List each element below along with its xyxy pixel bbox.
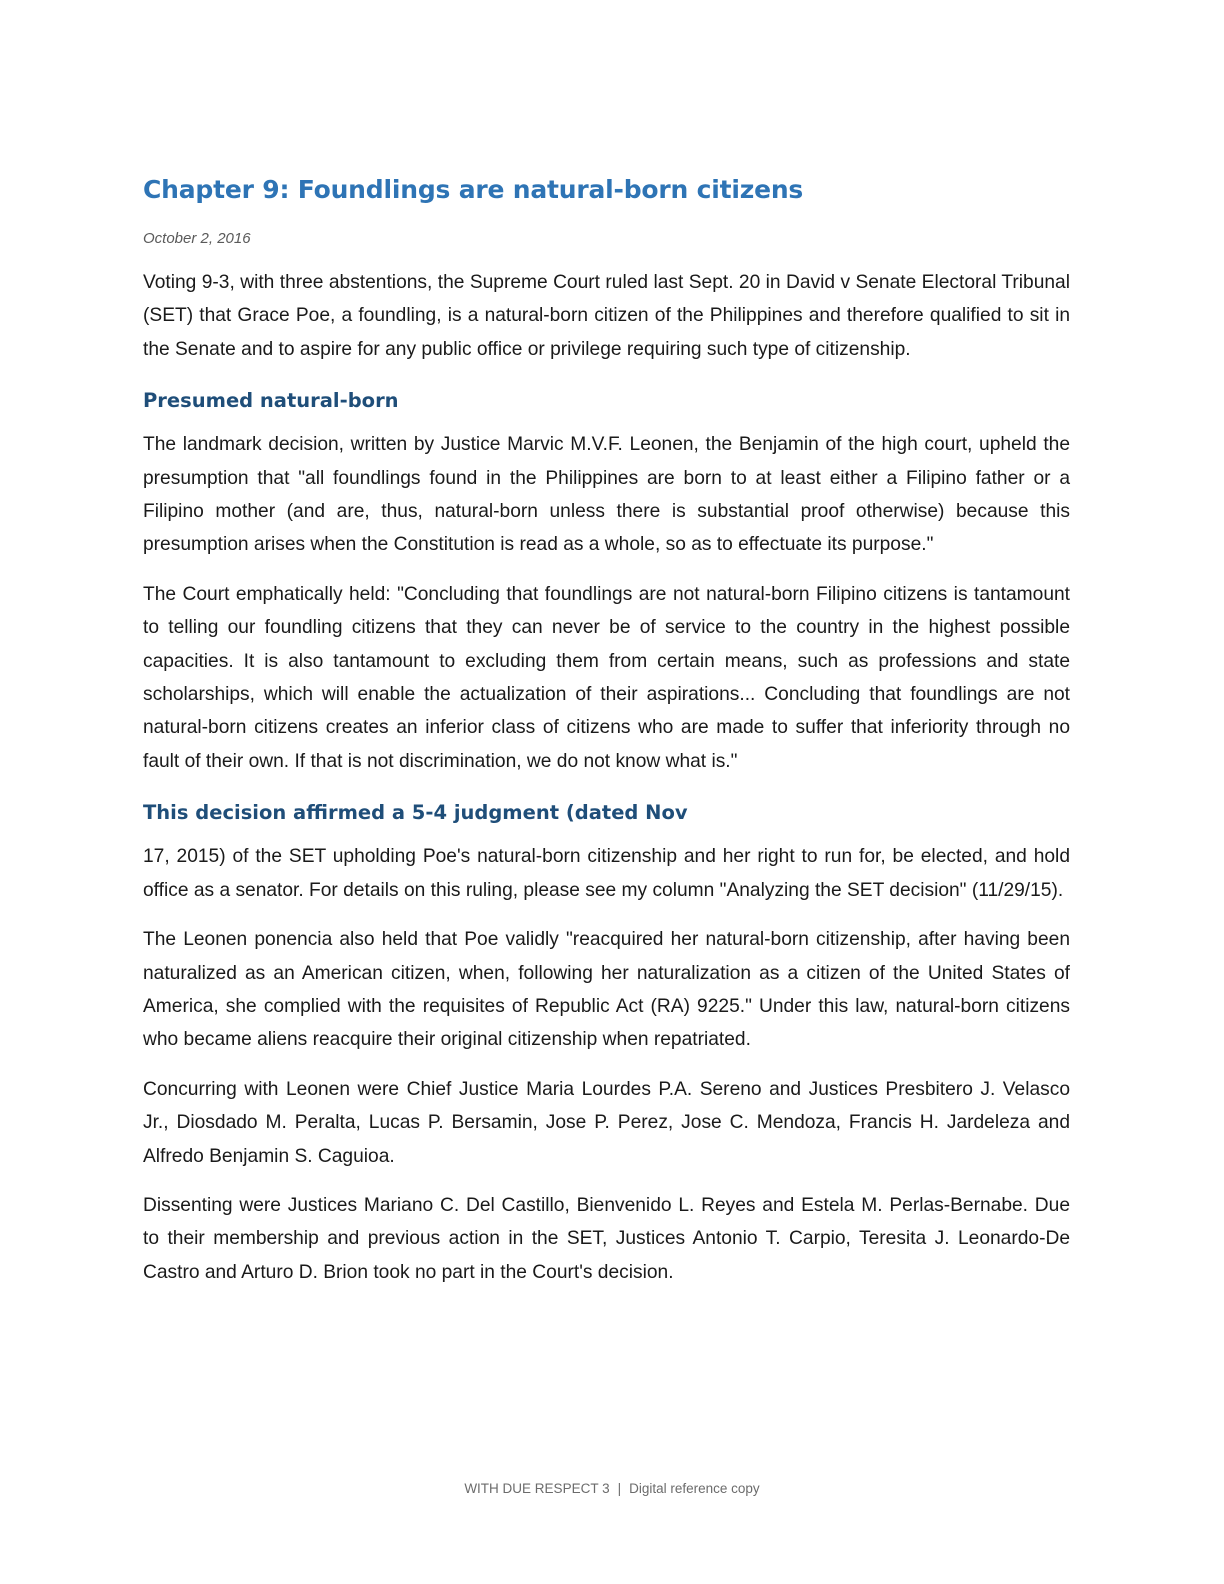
footer-book-title: WITH DUE RESPECT 3 — [464, 1481, 610, 1496]
paragraph-7: Dissenting were Justices Mariano C. Del Castillo, Bienvenido L. Reyes and Estela M. Perlas-Bernabe. Due to their membership and previous action in the SET, Justices Antonio T. Carpio, Teresita J. Leonardo-De Castro and Arturo D. Brion took no part in the Court's decision. — [143, 1194, 1070, 1283]
footer-copy-label: Digital reference copy — [629, 1481, 760, 1496]
paragraph-3: The Court emphatically held: "Concluding that foundlings are not natural-born Filipino citizens is tantamount to telling our foundling citizens that they can never be of service to the country in the highest possible capacities. It is also tantamount to excluding them from certain means, such as professions and state scholarships, which will enable the actualization of their aspirations... Concluding that foundlings are not natural-born citizens creates an inferior class of citizens who are made to suffer that inferiority through no fault of their own. If that is not discrimination, we do not know what is." — [143, 583, 1070, 772]
paragraph-6: Concurring with Leonen were Chief Justice Maria Lourdes P.A. Sereno and Justices Presbitero J. Velasco Jr., Diosdado M. Peralta, Lucas P. Bersamin, Jose P. Perez, Jose C. Mendoza, Francis H. Jardeleza and Alfredo Benjamin S. Caguioa. — [143, 1078, 1070, 1167]
document-page — [143, 170, 1070, 1289]
subheading-presumed-natural-born: Presumed natural-born — [143, 389, 399, 413]
paragraph-5: The Leonen ponencia also held that Poe validly "reacquired her natural-born citizenship, after having been naturalized as an American citizen, when, following her naturalization as a citizen of the United States of America, she complied with the requisites of Republic Act (RA) 9225." Under this law, natural-born citizens who became aliens reacquire their original citizenship when repatriated. — [143, 929, 1070, 1051]
chapter-title: Chapter 9: Foundlings are natural-born citizens — [143, 175, 804, 204]
subheading-decision-affirmed: This decision affirmed a 5-4 judgment (dated Nov — [143, 801, 688, 825]
publication-date: October 2, 2016 — [143, 230, 251, 247]
paragraph-2: The landmark decision, written by Justice Marvic M.V.F. Leonen, the Benjamin of the high court, upheld the presumption that "all foundlings found in the Philippines are born to at least either a Filipino father or a Filipino mother (and are, thus, natural-born unless there is substantial proof otherwise) because this presumption arises when the Constitution is read as a whole, so as to effectuate its purpose." — [143, 434, 1070, 556]
paragraph-1: Voting 9-3, with three abstentions, the Supreme Court ruled last Sept. 20 in David v Senate Electoral Tribunal (SET) that Grace Poe, a foundling, is a natural-born citizen of the Philippines and therefore qualified to sit in the Senate and to aspire for any public office or privilege requiring such type of citizenship. — [143, 272, 1070, 360]
paragraph-4: 17, 2015) of the SET upholding Poe's natural-born citizenship and her right to run for, be elected, and hold office as a senator. For details on this ruling, please see my column "Analyzing the SET decision" (11/29/15). — [143, 846, 1070, 901]
footer-separator: | — [617, 1481, 622, 1496]
page-footer — [0, 1479, 1224, 1499]
